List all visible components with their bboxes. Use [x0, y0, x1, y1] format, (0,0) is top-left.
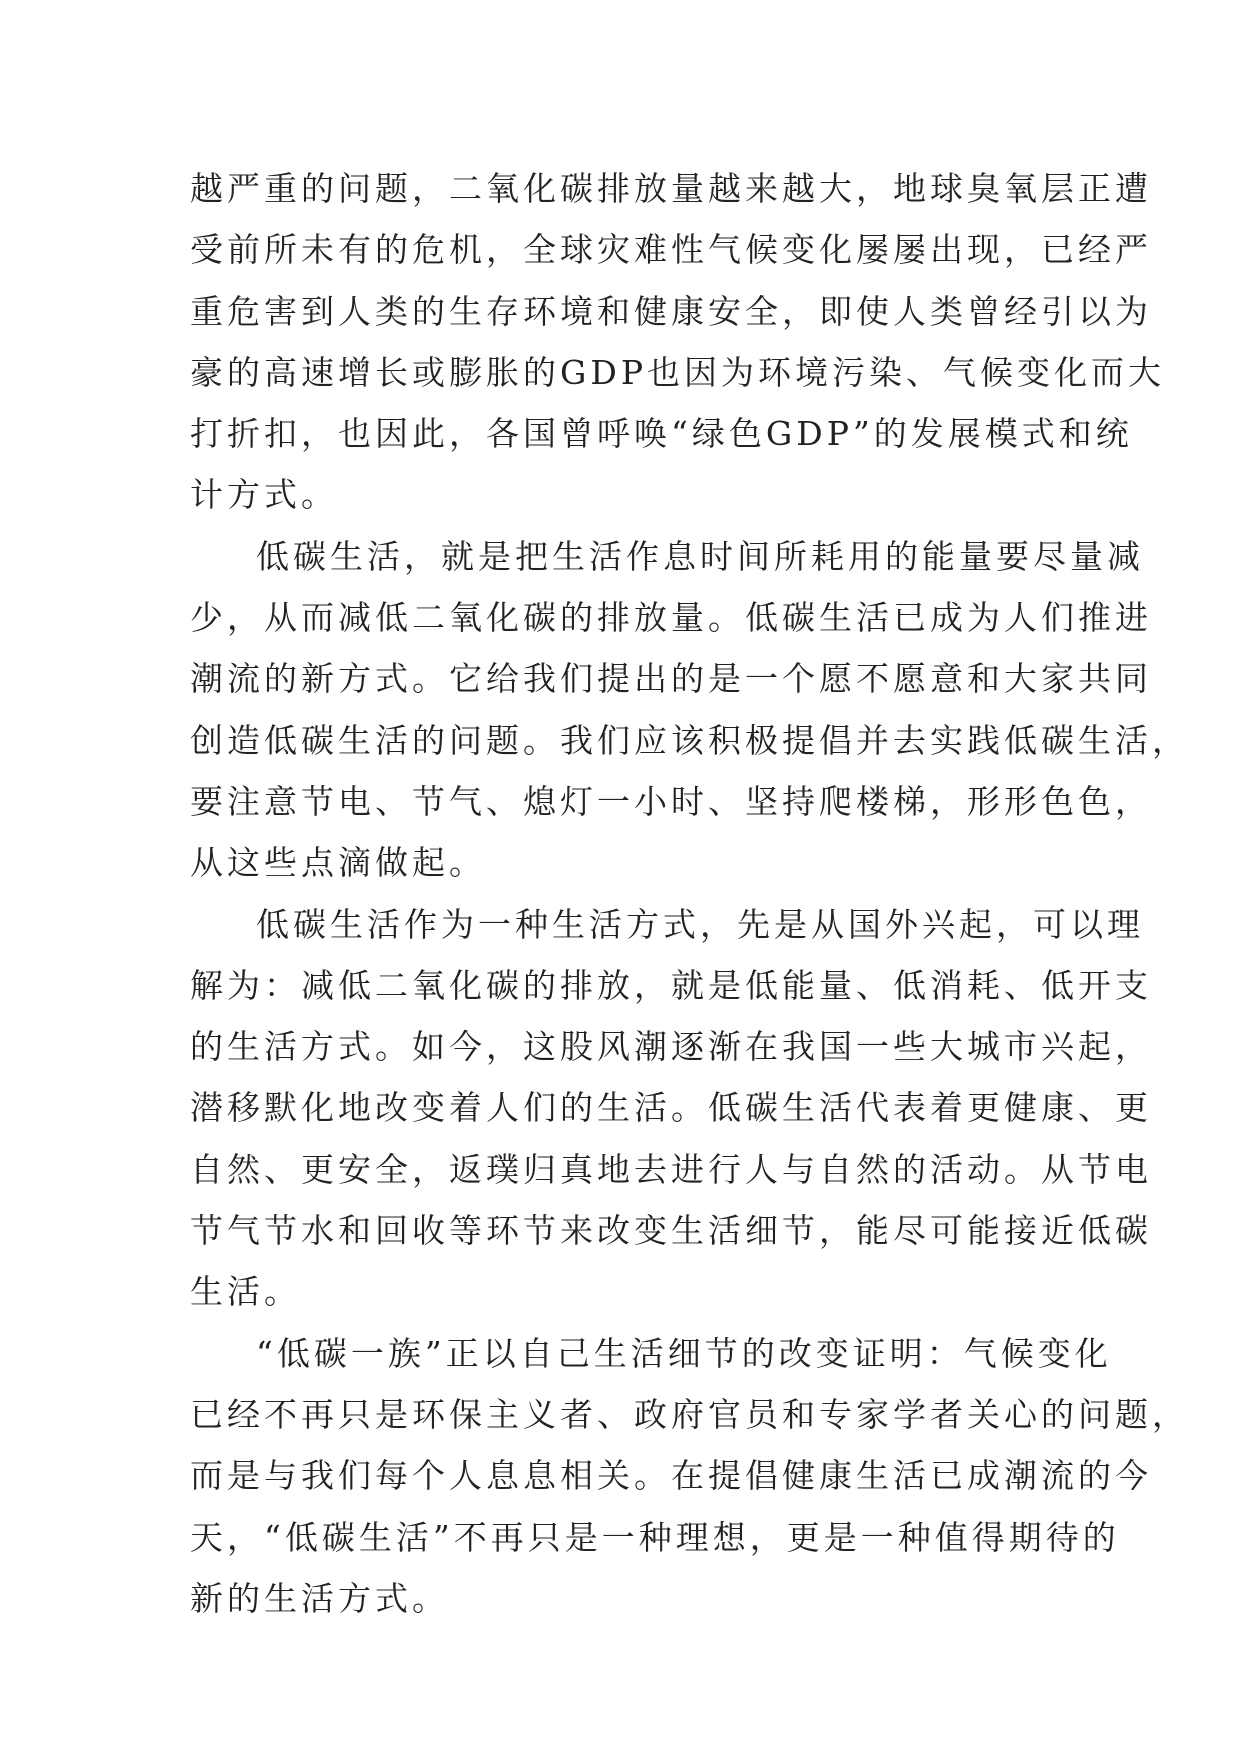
text-line: 计方式。 — [190, 475, 338, 515]
text-line: 节气节水和回收等环节来改变生活细节，能尽可能接近低碳 — [190, 1211, 1152, 1251]
text-line: 要注意节电、节气、熄灯一小时、坚持爬楼梯，形形色色， — [190, 781, 1152, 821]
text-line: 创造低碳生活的问题。我们应该积极提倡并去实践低碳生活， — [190, 720, 1189, 760]
text-line: 少，从而减低二氧化碳的排放量。低碳生活已成为人们推进 — [190, 598, 1152, 638]
text-line: 低碳生活，就是把生活作息时间所耗用的能量要尽量减 — [256, 536, 1144, 576]
text-line: 从这些点滴做起。 — [190, 843, 486, 883]
text-line: 豪的高速增长或膨胀的GDP也因为环境污染、气候变化而大 — [190, 352, 1166, 392]
text-line: 打折扣，也因此，各国曾呼唤“绿色GDP”的发展模式和统 — [190, 414, 1133, 454]
paragraph-2 — [190, 526, 1189, 894]
text-line: 受前所未有的危机，全球灾难性气候变化屡屡出现，已经严 — [190, 230, 1152, 270]
text-line: 低碳生活作为一种生活方式，先是从国外兴起，可以理 — [256, 904, 1144, 944]
text-line: 已经不再只是环保主义者、政府官员和专家学者关心的问题， — [190, 1394, 1189, 1434]
text-line: 潜移默化地改变着人们的生活。低碳生活代表着更健康、更 — [190, 1088, 1152, 1128]
text-line: 自然、更安全，返璞归真地去进行人与自然的活动。从节电 — [190, 1149, 1152, 1189]
paragraph-1 — [190, 158, 1166, 526]
text-line: 潮流的新方式。它给我们提出的是一个愿不愿意和大家共同 — [190, 659, 1152, 699]
text-line: 天，“低碳生活”不再只是一种理想，更是一种值得期待的 — [190, 1517, 1120, 1557]
paragraph-4 — [190, 1323, 1189, 1629]
body-text — [190, 158, 1189, 1629]
text-line: 越严重的问题，二氧化碳排放量越来越大，地球臭氧层正遭 — [190, 169, 1152, 208]
text-line: 新的生活方式。 — [190, 1578, 449, 1618]
paragraph-3 — [190, 894, 1152, 1323]
text-line: “低碳一族”正以自己生活细节的改变证明：气候变化 — [256, 1333, 1112, 1373]
text-line: 而是与我们每个人息息相关。在提倡健康生活已成潮流的今 — [190, 1456, 1152, 1496]
text-line: 生活。 — [190, 1272, 301, 1312]
text-line: 重危害到人类的生存环境和健康安全，即使人类曾经引以为 — [190, 291, 1152, 331]
text-line: 解为：减低二氧化碳的排放，就是低能量、低消耗、低开支 — [190, 965, 1152, 1005]
text-line: 的生活方式。如今，这股风潮逐渐在我国一些大城市兴起， — [190, 1027, 1152, 1067]
